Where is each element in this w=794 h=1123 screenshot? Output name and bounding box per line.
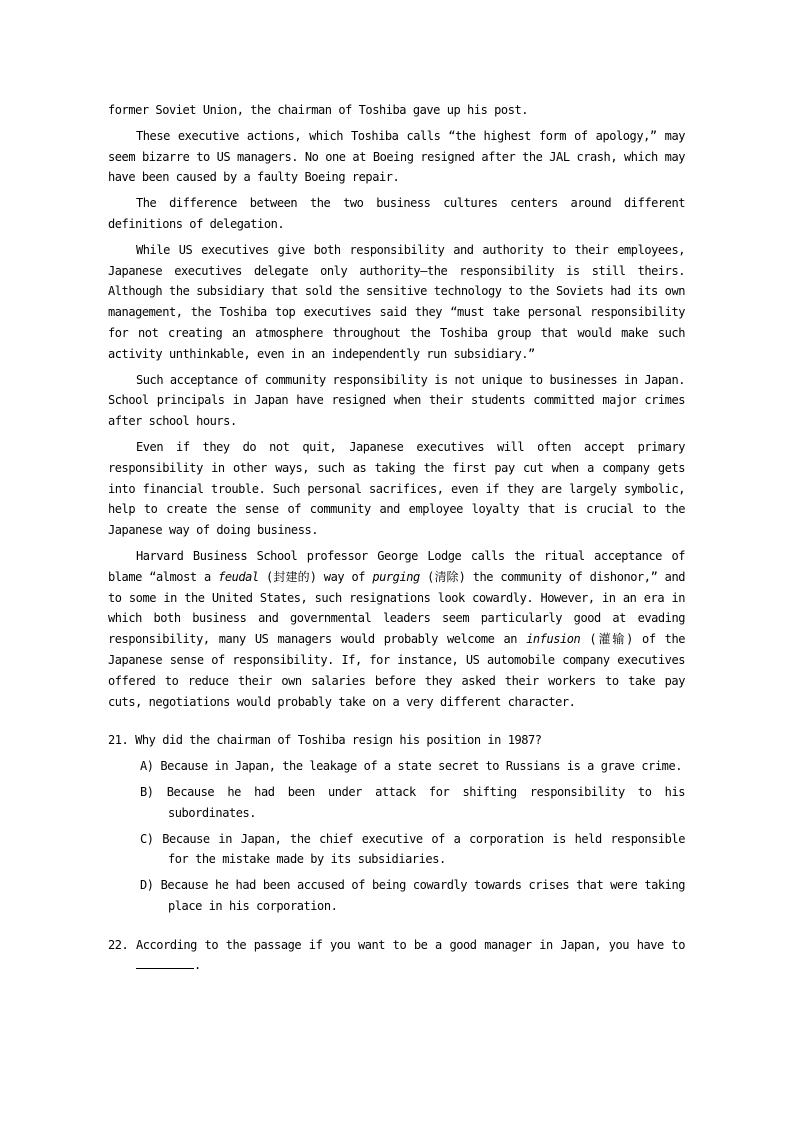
passage-paragraph: Such acceptance of community responsibility is not unique to businesses in Japan. School principals in Japan have resigned when their students committed major crimes after school hours. bbox=[108, 372, 685, 429]
option-label: C) bbox=[140, 831, 154, 846]
question-stem bbox=[108, 935, 685, 977]
question-21 bbox=[108, 730, 685, 916]
passage-paragraph: Even if they do not quit, Japanese executives will often accept primary responsibility in other ways, such as taking the first pay cut when a company gets into financial trouble. Such personal sacrifices, even if they are largely symbolic, help to create the sense of community and employee loyalty that is crucial to the Japanese way of doing business. bbox=[108, 439, 685, 538]
option-c[interactable] bbox=[108, 829, 685, 871]
passage-paragraph: While US executives give both responsibility and authority to their employees, Japanese executives delegate only authority—the responsibility is still theirs. Although the subsidiary that sold the sensitive technology to the Soviets had its own management, the Toshiba top executives said they “must take personal responsibility for not creating an atmosphere throughout the Toshiba group that would make such activity unthinkable, even in an independently run subsidiary.” bbox=[108, 242, 685, 361]
option-text: Because he had been under attack for shifting responsibility to his subordinates. bbox=[166, 784, 685, 820]
option-text: Because he had been accused of being cowardly towards crises that were taking place in his corporation. bbox=[160, 878, 685, 913]
question-text: Why did the chairman of Toshiba resign his position in 1987? bbox=[135, 733, 542, 748]
question-text: According to the passage if you want to be a good manager in Japan, you have to bbox=[135, 937, 685, 952]
passage-paragraph: former Soviet Union, the chairman of Toshiba gave up his post. bbox=[108, 103, 529, 117]
text-run: Harvard Business School professor George Lodge calls the ritual acceptance of blame “almost a bbox=[108, 548, 685, 584]
option-text: Because in Japan, the chief executive of a corporation is held responsible for the mistake made by its subsidiaries. bbox=[162, 831, 685, 867]
option-a[interactable] bbox=[108, 756, 685, 777]
option-label: D) bbox=[140, 878, 154, 893]
passage-paragraph: The difference between the two business cultures centers around different definitions of delegation. bbox=[108, 196, 685, 231]
option-text: Because in Japan, the leakage of a state secret to Russians is a grave crime. bbox=[160, 759, 682, 774]
option-label: B) bbox=[140, 784, 154, 799]
italic-term: feudal bbox=[218, 569, 259, 584]
answer-blank[interactable] bbox=[136, 956, 194, 969]
italic-term: purging bbox=[372, 569, 420, 584]
italic-term: infusion bbox=[526, 632, 581, 647]
option-label: A) bbox=[140, 759, 154, 774]
text-run: (清除) the community of dishonor,” and to some in the United States, such resignations look cowardly. However, in an era in which both business and governmental leaders seem particularly good at evading responsibility, many US managers would probably welcome an bbox=[108, 569, 685, 647]
question-number: 22. bbox=[108, 937, 129, 952]
option-b[interactable] bbox=[108, 782, 685, 824]
passage-paragraph: These executive actions, which Toshiba calls “the highest form of apology,” may seem bizarre to US managers. No one at Boeing resigned after the JAL crash, which may have been caused by a faulty Boeing repair. bbox=[108, 128, 685, 185]
question-suffix: . bbox=[194, 958, 201, 973]
option-d[interactable] bbox=[108, 875, 685, 917]
question-22 bbox=[108, 935, 685, 977]
question-stem bbox=[108, 730, 685, 751]
text-run: (灌输) of the Japanese sense of responsibility. If, for instance, US automobile company executives offered to reduce their own salaries before they asked their workers to take pay cuts, negotiations would probably take on a very different character. bbox=[108, 632, 685, 709]
document-page bbox=[108, 100, 685, 981]
passage-paragraph bbox=[108, 546, 685, 712]
text-run: (封建的) way of bbox=[258, 569, 373, 584]
question-number: 21. bbox=[108, 733, 129, 748]
